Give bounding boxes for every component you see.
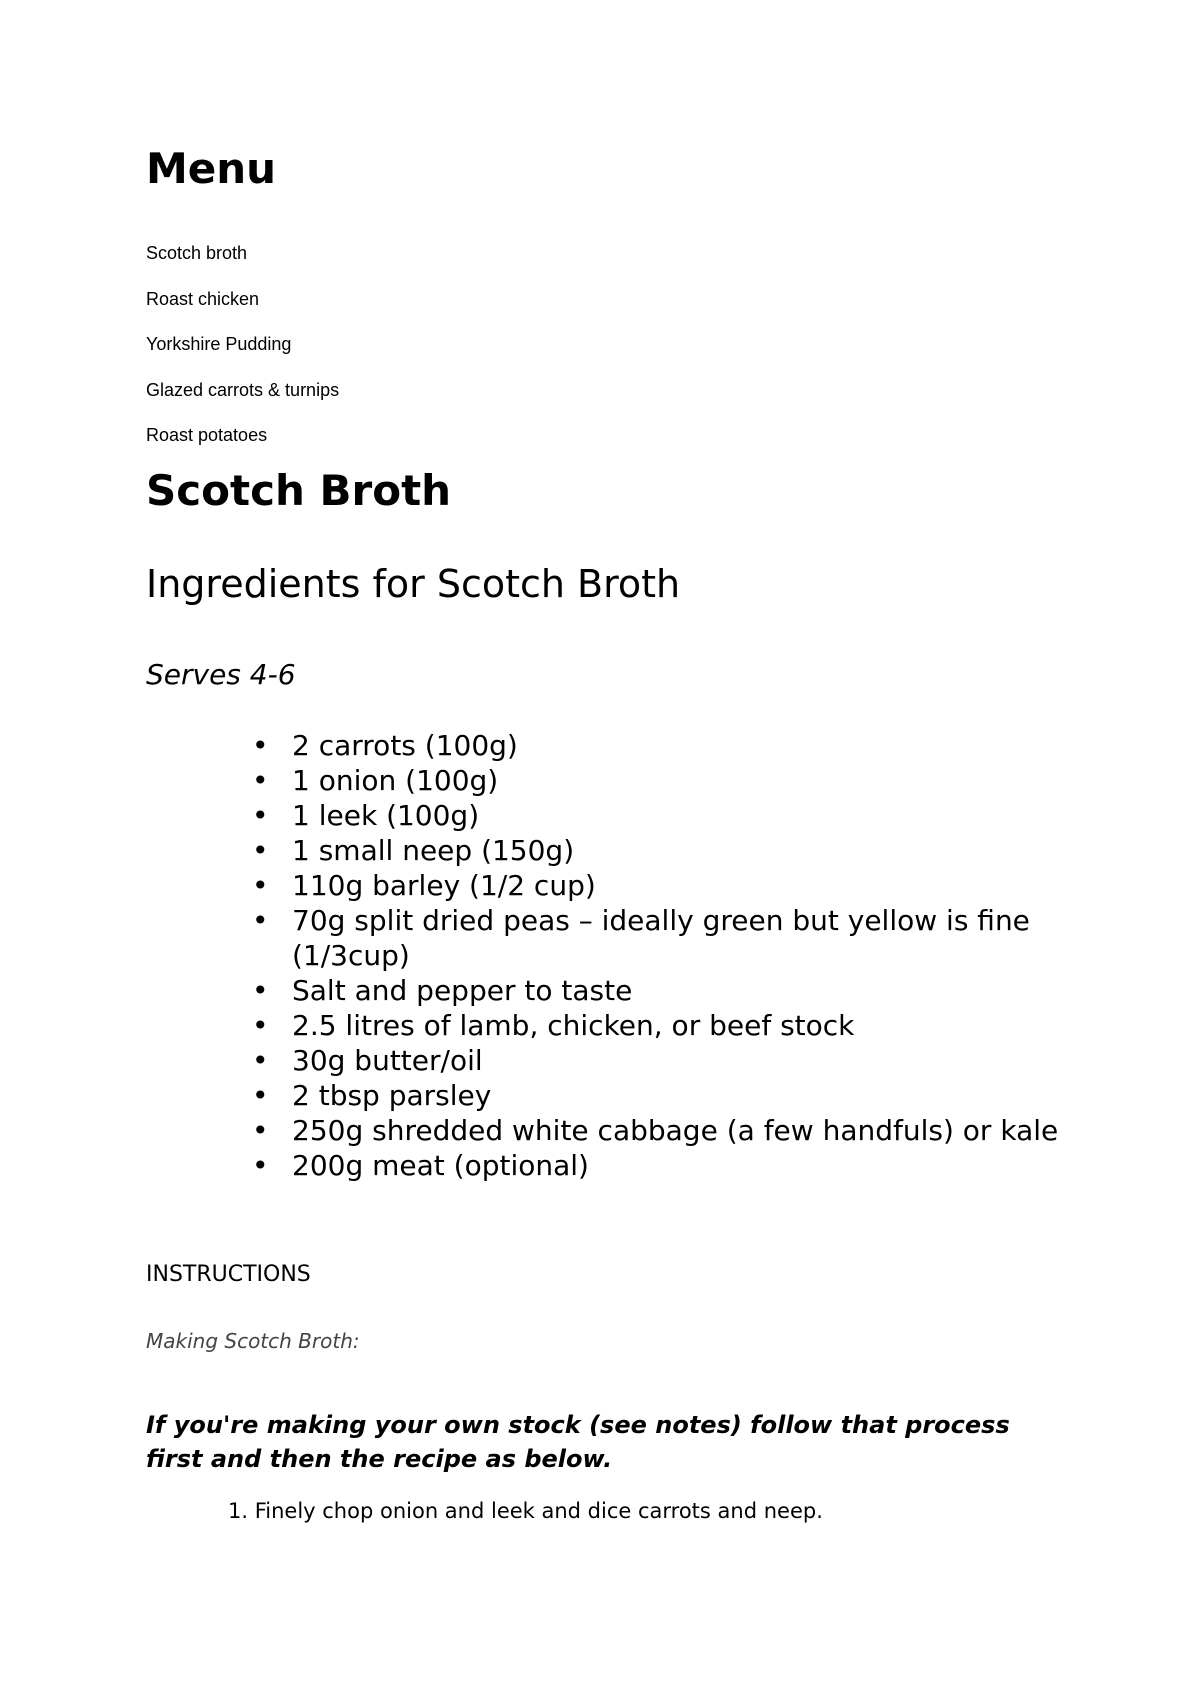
ingredient-item: • 70g split dried peas – ideally green but yellow is fine (1/3cup) [252, 903, 1082, 973]
ingredient-item: • 1 small neep (150g) [252, 833, 1082, 868]
menu-list [146, 242, 339, 470]
making-heading: Making Scotch Broth: [146, 1329, 360, 1353]
ingredient-item: • 250g shredded white cabbage (a few handfuls) or kale [252, 1113, 1082, 1148]
menu-item: Roast potatoes [146, 425, 268, 445]
menu-title: Menu [146, 144, 277, 193]
step-item: 1. Finely chop onion and leek and dice carrots and neep. [228, 1499, 823, 1523]
serves-text: Serves 4-6 [146, 658, 296, 691]
menu-item: Glazed carrots & turnips [146, 379, 340, 400]
ingredient-item: • 30g butter/oil [252, 1043, 1082, 1078]
ingredient-item: • 2.5 litres of lamb, chicken, or beef stock [252, 1008, 1082, 1043]
ingredient-item: • 110g barley (1/2 cup) [252, 868, 1082, 903]
menu-item: Roast chicken [146, 288, 260, 309]
stock-note: If you're making your own stock (see notes) follow that process first and then the recipe as below. [146, 1411, 1010, 1473]
menu-item: Scotch broth [146, 243, 248, 263]
recipe-title: Scotch Broth [146, 466, 452, 515]
menu-item: Yorkshire Pudding [146, 334, 292, 354]
ingredient-item: • Salt and pepper to taste [252, 973, 1082, 1008]
ingredient-item: • 2 tbsp parsley [252, 1078, 1082, 1113]
ingredient-item: • 1 leek (100g) [252, 798, 1082, 833]
ingredient-item: • 2 carrots (100g) [252, 728, 1082, 763]
ingredient-item: • 200g meat (optional) [252, 1148, 1082, 1183]
instructions-heading: INSTRUCTIONS [146, 1262, 311, 1287]
ingredients-heading: Ingredients for Scotch Broth [146, 562, 681, 606]
ingredients-list [252, 728, 1082, 1183]
ingredient-item: • 1 onion (100g) [252, 763, 1082, 798]
steps-list [228, 1497, 1088, 1525]
